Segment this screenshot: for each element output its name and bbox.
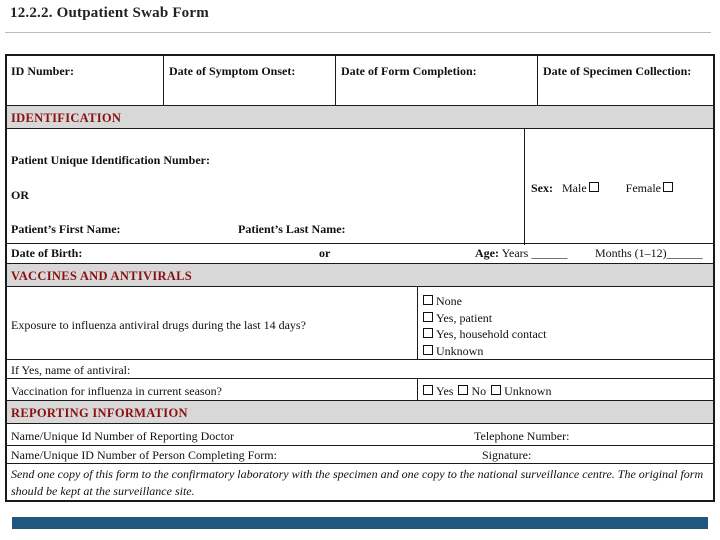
age-months-field[interactable]: Months (1–12)______ — [595, 246, 703, 260]
divider — [537, 56, 538, 105]
form-completion-date-field[interactable]: Date of Form Completion: — [341, 64, 477, 78]
divider — [524, 129, 525, 245]
form-title: 12.2.2. Outpatient Swab Form — [10, 5, 209, 21]
exposure-options — [421, 293, 546, 359]
sex-female-label: Female — [625, 181, 661, 195]
checkbox[interactable] — [423, 345, 433, 355]
vaccination-yes-checkbox[interactable] — [423, 385, 433, 395]
person-completing-field[interactable]: Name/Unique ID Number of Person Completing Form: — [11, 448, 277, 462]
identification-heading: IDENTIFICATION — [11, 111, 122, 125]
dob-or-label: or — [319, 246, 331, 260]
checkbox[interactable] — [423, 295, 433, 305]
sex-male-label: Male — [562, 181, 587, 195]
divider — [7, 445, 713, 446]
vaccination-options — [421, 384, 551, 398]
sex-male-checkbox[interactable] — [589, 182, 599, 192]
symptom-onset-field[interactable]: Date of Symptom Onset: — [169, 64, 296, 78]
title-divider — [5, 32, 711, 33]
antiviral-name-field[interactable]: If Yes, name of antiviral: — [11, 363, 131, 377]
divider — [417, 378, 418, 400]
first-name-field[interactable]: Patient’s First Name: — [11, 222, 121, 236]
option-label: Yes, patient — [436, 310, 493, 325]
form-table — [5, 54, 715, 502]
sex-female-checkbox[interactable] — [663, 182, 673, 192]
exposure-option-yes-patient[interactable] — [421, 310, 546, 327]
signature-field[interactable]: Signature: — [482, 448, 532, 462]
divider — [7, 378, 713, 379]
sex-label: Sex: — [531, 181, 553, 195]
instructions-text: Send one copy of this form to the confirmatory laboratory with the specimen and one copy to the national surveillance centre. The original form should be kept at the surveillance site. — [11, 467, 704, 498]
reporting-doctor-field[interactable]: Name/Unique Id Number of Reporting Doctor — [11, 429, 234, 443]
footer-bar — [12, 517, 708, 529]
vaccination-question: Vaccination for influenza in current season? — [11, 384, 222, 398]
divider — [7, 243, 713, 244]
telephone-field[interactable]: Telephone Number: — [474, 429, 570, 443]
divider — [417, 287, 418, 359]
option-label: Yes, household contact — [436, 327, 547, 341]
dob-field[interactable]: Date of Birth: — [11, 246, 83, 260]
exposure-option-yes-household[interactable] — [421, 326, 546, 343]
checkbox[interactable] — [423, 328, 433, 338]
divider — [335, 56, 336, 105]
vaccines-heading: VACCINES AND ANTIVIRALS — [11, 269, 193, 283]
divider — [7, 359, 713, 360]
vaccination-no-label: No — [471, 384, 487, 398]
specimen-collection-date-field[interactable]: Date of Specimen Collection: — [543, 64, 692, 78]
vaccination-yes-label: Yes — [436, 384, 454, 398]
divider — [7, 463, 713, 464]
exposure-option-none[interactable] — [421, 293, 546, 310]
age-field[interactable] — [475, 246, 567, 260]
reporting-heading: REPORTING INFORMATION — [11, 406, 188, 420]
or-label: OR — [11, 188, 29, 202]
exposure-question: Exposure to influenza antiviral drugs during the last 14 days? — [11, 318, 306, 332]
patient-uid-field[interactable]: Patient Unique Identification Number: — [11, 153, 210, 167]
checkbox[interactable] — [423, 312, 433, 322]
option-label: Unknown — [436, 343, 484, 358]
age-label: Age: — [475, 246, 499, 260]
age-years: Years ______ — [501, 246, 568, 260]
last-name-field[interactable]: Patient’s Last Name: — [238, 222, 346, 236]
option-label: None — [436, 294, 462, 308]
vaccination-unknown-label: Unknown — [504, 384, 552, 398]
divider — [163, 56, 164, 105]
exposure-option-unknown[interactable] — [421, 343, 546, 360]
vaccination-unknown-checkbox[interactable] — [491, 385, 501, 395]
id-number-field[interactable]: ID Number: — [11, 64, 74, 78]
vaccination-no-checkbox[interactable] — [458, 385, 468, 395]
sex-field — [531, 181, 676, 195]
